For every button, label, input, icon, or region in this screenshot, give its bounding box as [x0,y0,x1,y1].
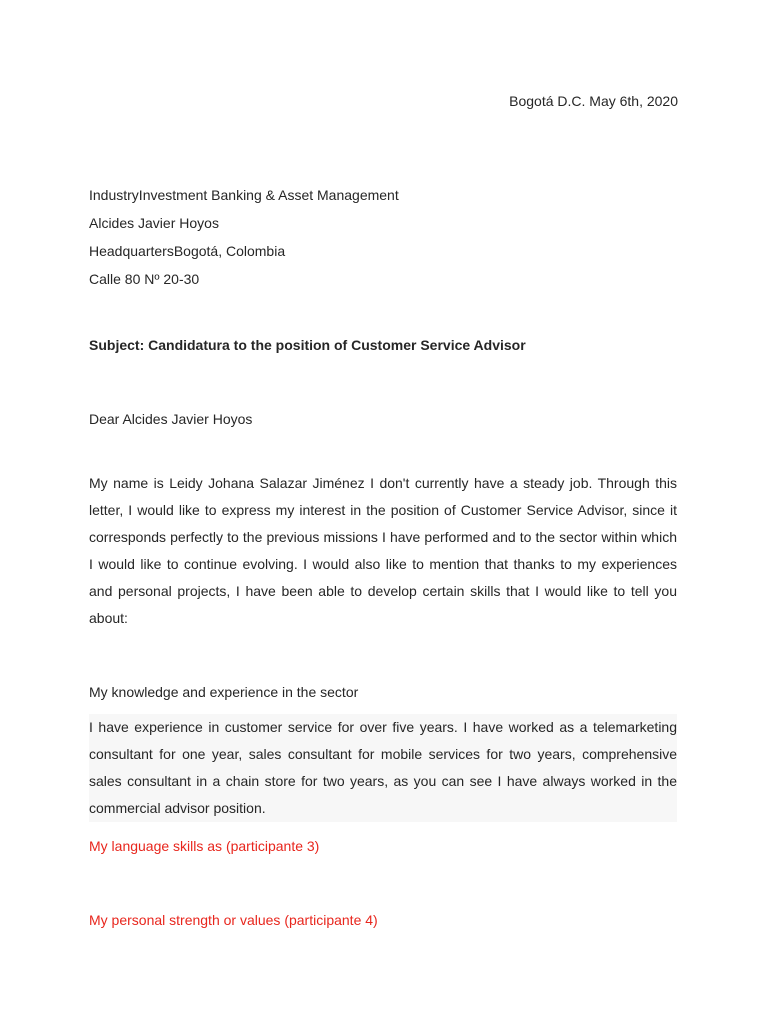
recipient-company: IndustryInvestment Banking & Asset Management [89,187,399,203]
knowledge-heading: My knowledge and experience in the sector [89,684,359,700]
letter-salutation: Dear Alcides Javier Hoyos [89,411,253,427]
letter-date: Bogotá D.C. May 6th, 2020 [509,93,678,109]
language-skills-placeholder: My language skills as (participante 3) [89,838,320,854]
letter-body-paragraph: My name is Leidy Johana Salazar Jiménez I don't currently have a steady job. Through this letter, I would like to express my interest in the position of Customer Service Advisor, since it corresponds perfectly to the previous missions I have performed and to the sector within which I would like to continue evolving. I would also like to mention that thanks to my experiences and personal projects, I have been able to develop certain skills that I would like to tell you about: [89,475,677,626]
knowledge-paragraph: I have experience in customer service for over five years. I have worked as a telemarketing consultant for one year, sales consultant for mobile services for two years, comprehensive sales consultant in a chain store for two years, as you can see I have always worked in the commercial advisor position. [89,714,677,822]
recipient-address: Calle 80 Nº 20-30 [89,271,200,287]
recipient-name: Alcides Javier Hoyos [89,215,219,231]
personal-strength-placeholder: My personal strength or values (participante 4) [89,912,378,928]
recipient-headquarters: HeadquartersBogotá, Colombia [89,243,286,259]
letter-subject: Subject: Candidatura to the position of Customer Service Advisor [89,337,526,353]
recipient-block [89,186,399,298]
